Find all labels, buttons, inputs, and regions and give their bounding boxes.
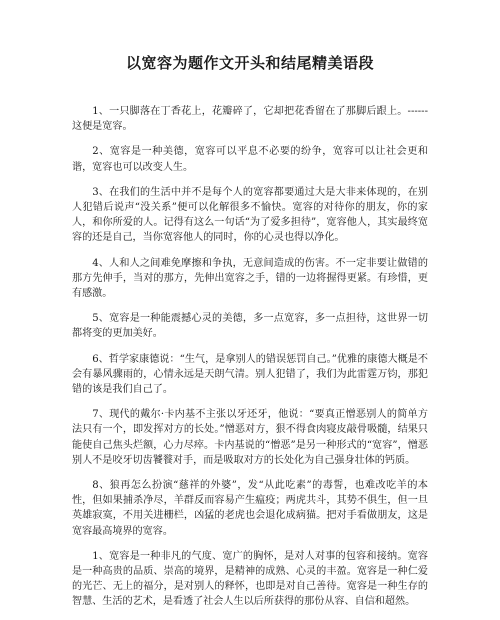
document-title: 以宽容为题作文开头和结尾精美语段 <box>125 54 374 72</box>
paragraph-2: 2、宽容是一种美德，宽容可以平息不必要的纷争，宽容可以让社会更和谐，宽容也可以改变人生。 <box>72 146 428 173</box>
paragraph-7: 7、现代的戴尔·卡内基不主张以牙还牙，他说：“要真正憎恶别人的简单方法只有一个，即发挥对方的长处。”憎恶对方，狠不得食肉寝皮敲骨吸髓，结果只能使自己焦头烂额，心力尽瘁。卡内基说的“憎恶”是另一种形式的“宽容”，憎恶别人不是咬牙切齿饕餮对手，而是吸取对方的长处化为自己强身壮体的钙质。 <box>72 409 428 466</box>
paragraph-4: 4、人和人之间难免摩擦和争执，无意间造成的伤害。不一定非要让做错的那方先伸手，当对的那方，先伸出宽容之手，错的一边将握得更紧。有珍惜，更有感激。 <box>72 257 428 300</box>
paragraph-9: 1、宽容是一种非凡的气度、宽广的胸怀，是对人对事的包容和接纳。宽容是一种高贵的品质、崇高的境界，是精神的成熟、心灵的丰盈。宽容是一种仁爱的光芒、无上的福分，是对别人的释怀，也即是对自己善待。宽容是一种生存的智慧、生活的艺术，是看透了社会人生以后所获得的那份从容、自信和超然。 <box>72 550 428 608</box>
paragraph-5: 5、宽容是一种能震撼心灵的美德，多一点宽容，多一点担待，这世界一切都将变的更加美好。 <box>72 313 428 340</box>
document-body <box>72 104 428 620</box>
paragraph-1: 1、一只脚落在丁香花上，花瓣碎了，它却把花香留在了那脚后跟上。------这便是宽容。 <box>72 106 428 133</box>
paragraph-6: 6、哲学家康德说：“生气，是拿别人的错误惩罚自己。”优雅的康德大概是不会有暴风骤雨的，心情永远是天朗气清。别人犯错了，我们为此雷霆万钧，那犯错的该是我们自己了。 <box>72 353 428 396</box>
paragraph-8: 8、狼再怎么扮演“慈祥的外婆”，发“从此吃素”的毒誓，也难改吃羊的本性，但如果捕杀净尽，羊群反而容易产生瘟疫；两虎共斗，其势不俱生，但一旦英雄寂寞，不用关进栅栏，凶猛的老虎也会退化成病猫。把对手看做朋友，这是宽容最高境界的宽容。 <box>72 480 428 537</box>
paragraph-3: 3、在我们的生活中并不是每个人的宽容都要通过大是大非来体现的，在别人犯错后说声“没关系”便可以化解很多不愉快。宽容的对待你的朋友，你的家人，和你所爱的人。记得有这么一句话“为了爱多担待”，宽容他人，其实最终宽容的还是自己，当你宽容他人的同时，你的心灵也得以净化。 <box>72 186 428 244</box>
